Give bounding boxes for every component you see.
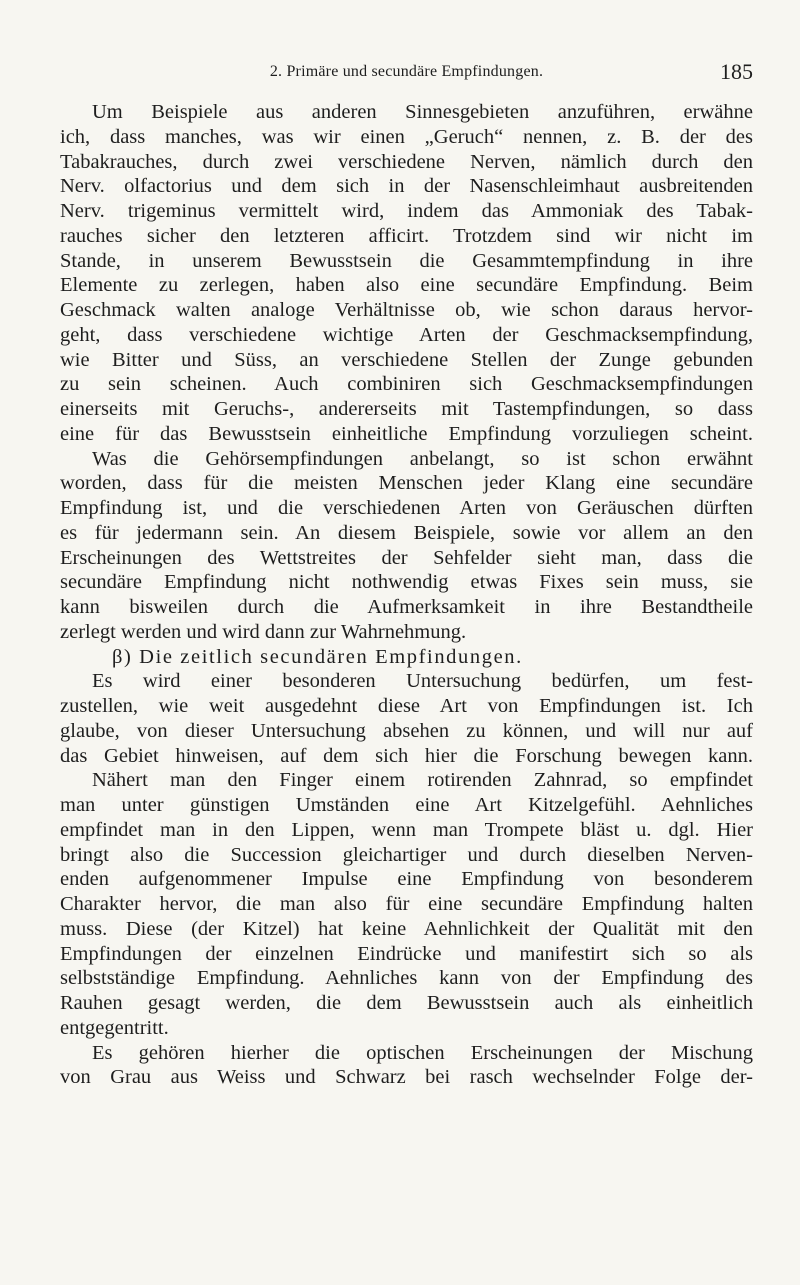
text-line: worden, dass für die meisten Menschen jeder Klang eine secundäre: [60, 472, 753, 495]
text-line: Elemente zu zerlegen, haben also eine secundäre Empfindung. Beim: [60, 274, 753, 297]
text-line: Erscheinungen des Wettstreites der Sehfelder sieht man, dass die: [60, 546, 753, 569]
text-line: Rauhen gesagt werden, die dem Bewusstsein auch als einheitlich: [60, 992, 753, 1014]
text-line: wie Bitter und Süss, an verschiedene Stellen der Zunge gebunden: [60, 348, 753, 371]
text-line: Stande, in unserem Bewusstsein die Gesammtempfindung in ihre: [60, 249, 753, 272]
text-line: bringt also die Succession gleichartiger und durch dieselben Nerven-: [60, 843, 753, 866]
running-head: [60, 60, 753, 84]
text-line: glaube, von dieser Untersuchung absehen zu können, und will nur auf: [60, 719, 753, 742]
text-line: selbstständige Empfindung. Aehnliches kann von der Empfindung des: [60, 967, 753, 990]
text-line: Empfindung ist, und die verschiedenen Arten von Geräuschen dürften: [60, 497, 753, 519]
text-line: ich, dass manches, was wir einen „Geruch“ nennen, z. B. der des: [60, 125, 753, 148]
text-line: Charakter hervor, die man also für eine secundäre Empfindung halten: [60, 893, 753, 915]
text-line: Nähert man den Finger einem rotirenden Zahnrad, so empfindet: [92, 769, 753, 792]
text-line: enden aufgenommener Impulse eine Empfindung von besonderem: [60, 868, 753, 891]
text-line: rauches sicher den letzteren afficirt. Trotzdem sind wir nicht im: [60, 224, 753, 247]
text-line: muss. Diese (der Kitzel) hat keine Aehnlichkeit der Qualität mit den: [60, 917, 753, 940]
text-line: Um Beispiele aus anderen Sinnesgebieten anzuführen, erwähne: [92, 101, 753, 123]
text-line: zustellen, wie weit ausgedehnt diese Art von Empfindungen ist. Ich: [60, 695, 753, 717]
text-line: geht, dass verschiedene wichtige Arten der Geschmacksempfindung,: [60, 323, 753, 346]
text-line: Tabakrauches, durch zwei verschiedene Nerven, nämlich durch den: [60, 150, 753, 173]
text-line: man unter günstigen Umständen eine Art Kitzelgefühl. Aehnliches: [60, 794, 753, 816]
section-heading: β) Die zeitlich secundären Empfindungen.: [112, 645, 523, 668]
text-line: einerseits mit Geruchs-, andererseits mit Tastempfindungen, so dass: [60, 398, 753, 420]
text-line: Was die Gehörsempfindungen anbelangt, so ist schon erwähnt: [92, 447, 753, 470]
text-line: von Grau aus Weiss und Schwarz bei rasch wechselnder Folge der-: [60, 1066, 753, 1089]
text-line: Es wird einer besonderen Untersuchung bedürfen, um fest-: [92, 670, 753, 693]
text-line: Es gehören hierher die optischen Erscheinungen der Mischung: [92, 1041, 753, 1064]
text-line: Nerv. olfactorius und dem sich in der Nasenschleimhaut ausbreitenden: [60, 175, 753, 198]
text-line: das Gebiet hinweisen, auf dem sich hier die Forschung bewegen kann.: [60, 744, 753, 767]
text-line: Empfindungen der einzelnen Eindrücke und manifestirt sich so als: [60, 942, 753, 965]
text-line: zerlegt werden und wird dann zur Wahrnehmung.: [60, 620, 467, 643]
body-text: [60, 100, 753, 1090]
running-title: 2. Primäre und secundäre Empfindungen.: [269, 63, 544, 80]
text-line: zu sein scheinen. Auch combiniren sich Geschmacksempfindungen: [60, 373, 753, 396]
text-line: eine für das Bewusstsein einheitliche Empfindung vorzuliegen scheint.: [60, 422, 753, 445]
text-line: Geschmack walten analoge Verhältnisse ob, wie schon daraus hervor-: [60, 299, 753, 321]
text-line: entgegentritt.: [60, 1016, 169, 1039]
text-line: kann bisweilen durch die Aufmerksamkeit in ihre Bestandtheile: [60, 596, 753, 618]
text-line: es für jedermann sein. An diesem Beispiele, sowie vor allem an den: [60, 521, 753, 544]
page-number: 185: [720, 59, 753, 84]
text-line: Nerv. trigeminus vermittelt wird, indem das Ammoniak des Tabak-: [60, 200, 753, 222]
text-line: empfindet man in den Lippen, wenn man Trompete bläst u. dgl. Hier: [60, 818, 753, 841]
text-line: secundäre Empfindung nicht nothwendig etwas Fixes sein muss, sie: [60, 571, 753, 594]
